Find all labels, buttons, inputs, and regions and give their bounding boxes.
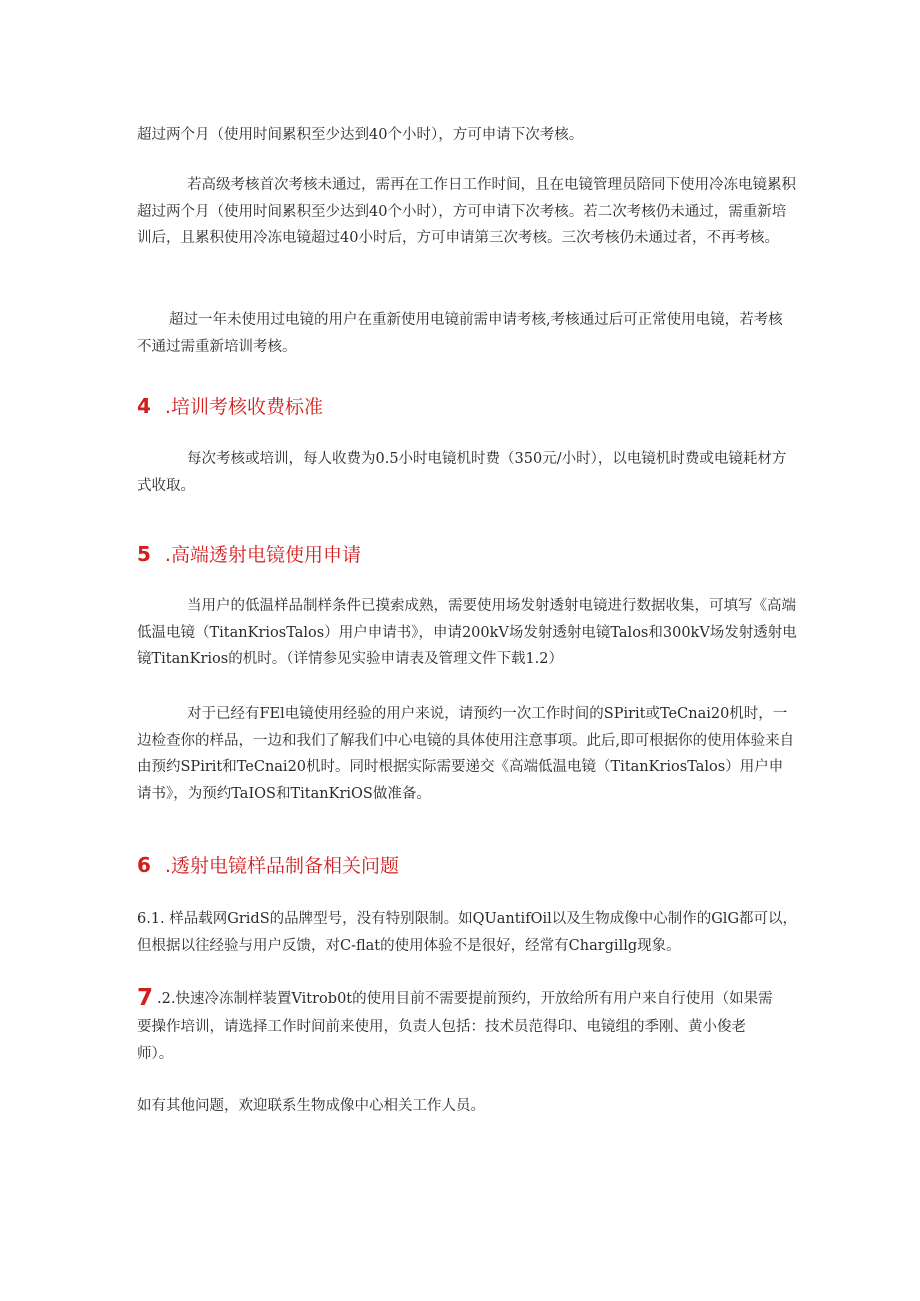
section-heading-5 (137, 541, 361, 568)
section-number-7: 7 (137, 985, 154, 1011)
paragraph-fees: 每次考核或培训，每人收费为0.5小时电镜机时费（350元/小时），以电镜机时费或电镜耗材方式收取。 (137, 451, 787, 494)
section-title: .培训考核收费标准 (164, 396, 323, 418)
section-number: 5 (137, 542, 151, 566)
section-heading-6 (137, 852, 399, 879)
paragraph-vitrobot: .2.快速冷冻制样装置Vitrob0t的使用目前不需要提前预约，开放给所有用户来自行使用（如果需要操作培训，请选择工作时间前来使用，负责人包括：技术员范得印、电镜组的季刚、黄小俊老师）。 (137, 991, 773, 1062)
paragraph-advanced-exam: 若高级考核首次考核未通过，需再在工作日工作时间，且在电镜管理员陪同下使用冷冻电镜累积超过两个月（使用时间累积至少达到40个小时），方可申请下次考核。若二次考核仍未通过，需重新培训后，且累积使用冷冻电镜超过40小时后，方可申请第三次考核。三次考核仍未通过者，不再考核。 (137, 177, 796, 246)
paragraph-application: 当用户的低温样品制样条件已摸索成熟，需要使用场发射透射电镜进行数据收集，可填写《高端低温电镜（TitanKriosTalos）用户申请书》，申请200kV场发射透射电镜Talos和300kV场发射透射电镜TitanKrios的机时。（详情参见实验申请表及管理文件下载1.2） (137, 598, 797, 667)
section-number: 4 (137, 394, 151, 418)
paragraph-contact: 如有其他问题，欢迎联系生物成像中心相关工作人员。 (137, 1098, 485, 1114)
section-title: .透射电镜样品制备相关问题 (164, 855, 399, 877)
paragraph-grids: 6.1. 样品载网GridS的品牌型号，没有特别限制。如QUantifOil以及生物成像中心制作的GlG都可以，但根据以往经验与用户反馈，对C-flat的使用体验不是很好，经常有Chargillg现象。 (137, 911, 798, 954)
paragraph-fei-users: 对于已经有FEl电镜使用经验的用户来说，请预约一次工作时间的SPirit或TeCnai20机时，一边检查你的样品，一边和我们了解我们中心电镜的具体使用注意事项。此后,即可根据你的使用体验来自由预约SPirit和TeCnai20机时。同时根据实际需要递交《高端低温电镜（TitanKriosTalos）用户申请书》，为预约TaIOS和TitanKriOS做准备。 (137, 706, 795, 802)
paragraph-continuation: 超过两个月（使用时间累积至少达到40个小时），方可申请下次考核。 (137, 127, 584, 143)
paragraph-inactive-users: 超过一年未使用过电镜的用户在重新使用电镜前需申请考核,考核通过后可正常使用电镜，若考核不通过需重新培训考核。 (137, 312, 783, 355)
section-heading-4 (137, 393, 323, 420)
section-number: 6 (137, 853, 151, 877)
section-title: .高端透射电镜使用申请 (164, 544, 361, 566)
